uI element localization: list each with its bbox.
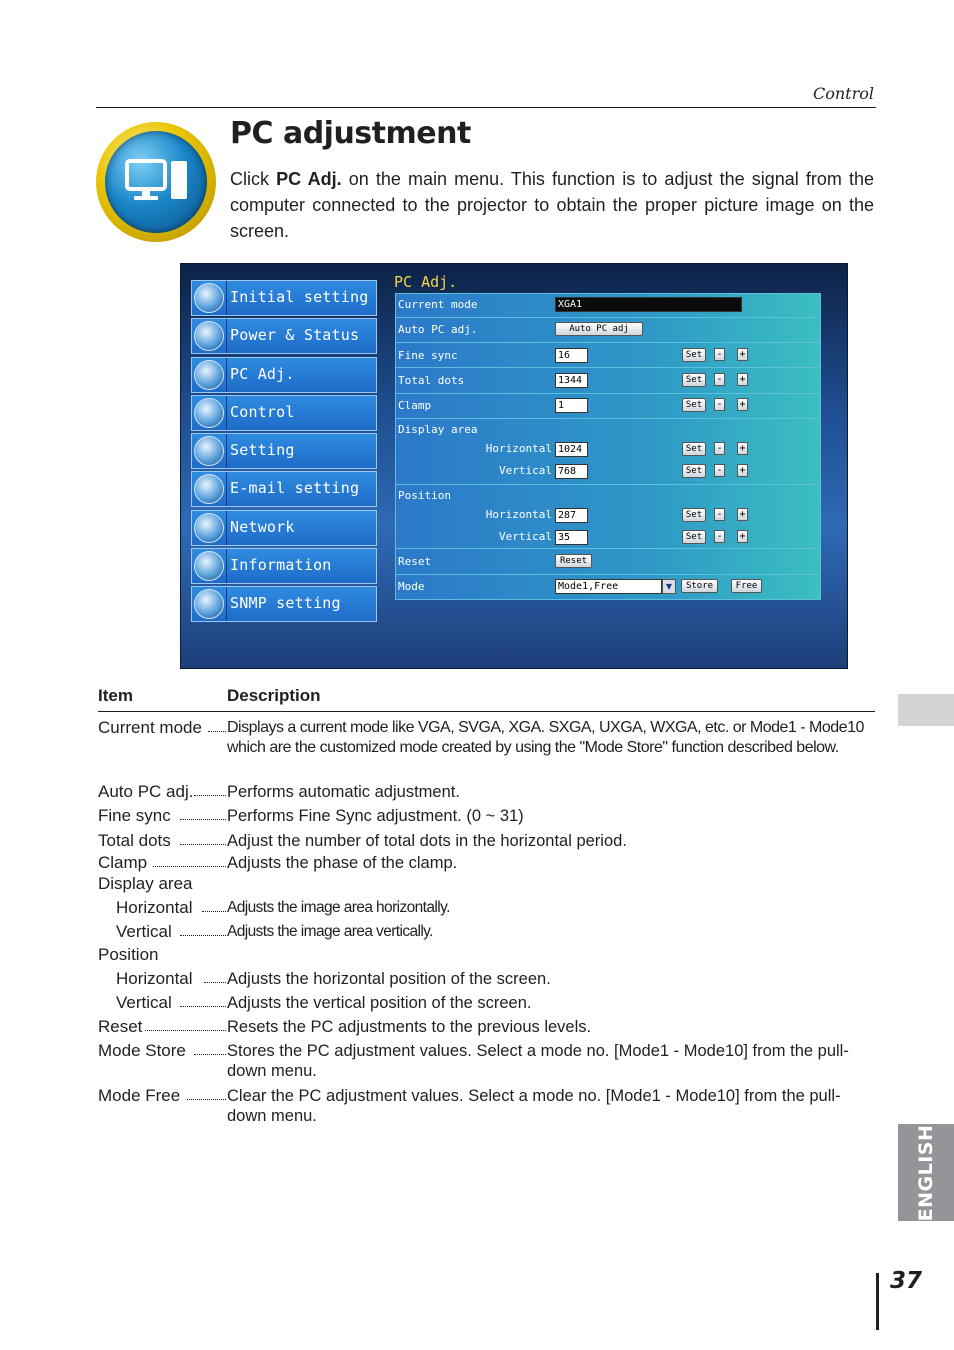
position-horizontal-plus-button[interactable]: +	[737, 508, 748, 521]
position-vertical-set-button[interactable]: Set	[682, 530, 706, 544]
row-display-area	[396, 419, 820, 485]
setting-icon	[194, 436, 224, 466]
row-position	[396, 485, 820, 549]
total-dots-set-button[interactable]: Set	[682, 373, 706, 387]
clamp-label: Clamp	[398, 399, 432, 412]
auto-pc-adj-button[interactable]: Auto PC adj	[555, 322, 643, 336]
fine-sync-label: Fine sync	[398, 349, 458, 362]
display-area-vertical-label: Vertical	[499, 464, 552, 477]
row-mode	[396, 575, 820, 599]
display-area-horizontal-minus-button[interactable]: -	[714, 442, 725, 455]
display-area-horizontal-field[interactable]: 1024	[555, 442, 588, 457]
clamp-plus-button[interactable]: +	[737, 398, 748, 411]
position-horizontal-minus-button[interactable]: -	[714, 508, 725, 521]
current-mode-label: Current mode	[398, 298, 478, 311]
pc-adjustment-badge-icon	[96, 122, 216, 242]
fine-sync-field[interactable]: 16	[555, 348, 588, 363]
clamp-set-button[interactable]: Set	[682, 398, 706, 412]
display-area-vertical-plus-button[interactable]: +	[737, 464, 748, 477]
intro-bold-term: PC Adj.	[276, 169, 342, 189]
mode-label: Mode	[398, 580, 425, 593]
position-vertical-plus-button[interactable]: +	[737, 530, 748, 543]
menu-item-initial-setting[interactable]: Initial setting	[191, 280, 377, 316]
section-label: Control	[812, 84, 874, 103]
row-total-dots	[396, 368, 820, 394]
power-status-icon	[194, 321, 224, 351]
display-area-horizontal-set-button[interactable]: Set	[682, 442, 706, 456]
display-area-vertical-minus-button[interactable]: -	[714, 464, 725, 477]
total-dots-field[interactable]: 1344	[555, 373, 588, 388]
page-number: 37	[890, 1268, 923, 1294]
email-icon	[194, 474, 224, 504]
row-reset	[396, 549, 820, 575]
page-number-bar	[876, 1273, 879, 1330]
mode-select[interactable]: Mode1,Free	[555, 579, 662, 594]
pc-adj-icon	[194, 360, 224, 390]
side-tab-language: ENGLISH	[898, 1124, 954, 1221]
menu-item-snmp-setting[interactable]: SNMP setting	[191, 586, 377, 622]
computer-monitor-icon	[105, 131, 207, 233]
total-dots-label: Total dots	[398, 374, 465, 387]
row-clamp	[396, 394, 820, 419]
display-area-horizontal-label: Horizontal	[485, 442, 552, 455]
position-label: Position	[398, 489, 451, 502]
header-rule	[96, 107, 876, 108]
clamp-minus-button[interactable]: -	[714, 398, 725, 411]
intro-paragraph: Click PC Adj. on the main menu. This function is to adjust the signal from the computer connected to the projector to obtain the proper picture image on the screen.	[230, 169, 874, 241]
display-area-vertical-field[interactable]: 768	[555, 464, 588, 479]
current-mode-field: XGA1	[555, 297, 742, 312]
position-vertical-field[interactable]: 35	[555, 530, 588, 545]
fine-sync-plus-button[interactable]: +	[737, 348, 748, 361]
network-icon	[194, 513, 224, 543]
position-vertical-minus-button[interactable]: -	[714, 530, 725, 543]
menu-item-email-setting[interactable]: E-mail setting	[191, 471, 377, 507]
menu-item-control[interactable]: Control	[191, 395, 377, 431]
row-auto-pc-adj	[396, 318, 820, 343]
position-vertical-label: Vertical	[499, 530, 552, 543]
total-dots-plus-button[interactable]: +	[737, 373, 748, 386]
store-button[interactable]: Store	[681, 579, 718, 593]
menu-item-information[interactable]: Information	[191, 548, 377, 584]
menu-item-network[interactable]: Network	[191, 510, 377, 546]
clamp-field[interactable]: 1	[555, 398, 588, 413]
row-fine-sync	[396, 343, 820, 368]
main-menu	[191, 280, 377, 625]
display-area-vertical-set-button[interactable]: Set	[682, 464, 706, 478]
table-header-item: Item	[98, 686, 133, 705]
free-button[interactable]: Free	[731, 579, 762, 593]
position-horizontal-label: Horizontal	[485, 508, 552, 521]
fine-sync-minus-button[interactable]: -	[714, 348, 725, 361]
table-header-description: Description	[227, 686, 321, 705]
auto-pc-adj-label: Auto PC adj.	[398, 323, 478, 336]
chevron-down-icon[interactable]: ▼	[662, 579, 676, 594]
menu-item-pc-adj[interactable]: PC Adj.	[191, 357, 377, 393]
snmp-icon	[194, 589, 224, 619]
fine-sync-set-button[interactable]: Set	[682, 348, 706, 362]
pc-adj-settings-grid	[395, 293, 821, 600]
position-horizontal-set-button[interactable]: Set	[682, 508, 706, 522]
initial-setting-icon	[194, 283, 224, 313]
display-area-horizontal-plus-button[interactable]: +	[737, 442, 748, 455]
total-dots-minus-button[interactable]: -	[714, 373, 725, 386]
menu-item-power-status[interactable]: Power & Status	[191, 318, 377, 354]
panel-title: PC Adj.	[394, 273, 458, 291]
page-title: PC adjustment	[230, 116, 471, 151]
table-header-rule	[98, 711, 875, 712]
row-current-mode	[396, 294, 820, 318]
information-icon	[194, 551, 224, 581]
display-area-label: Display area	[398, 423, 478, 436]
reset-button[interactable]: Reset	[555, 554, 592, 568]
control-icon	[194, 398, 224, 428]
pc-adj-screenshot	[180, 263, 848, 669]
side-tab-marker	[898, 694, 954, 726]
reset-label: Reset	[398, 555, 432, 568]
menu-item-setting[interactable]: Setting	[191, 433, 377, 469]
position-horizontal-field[interactable]: 287	[555, 508, 588, 523]
